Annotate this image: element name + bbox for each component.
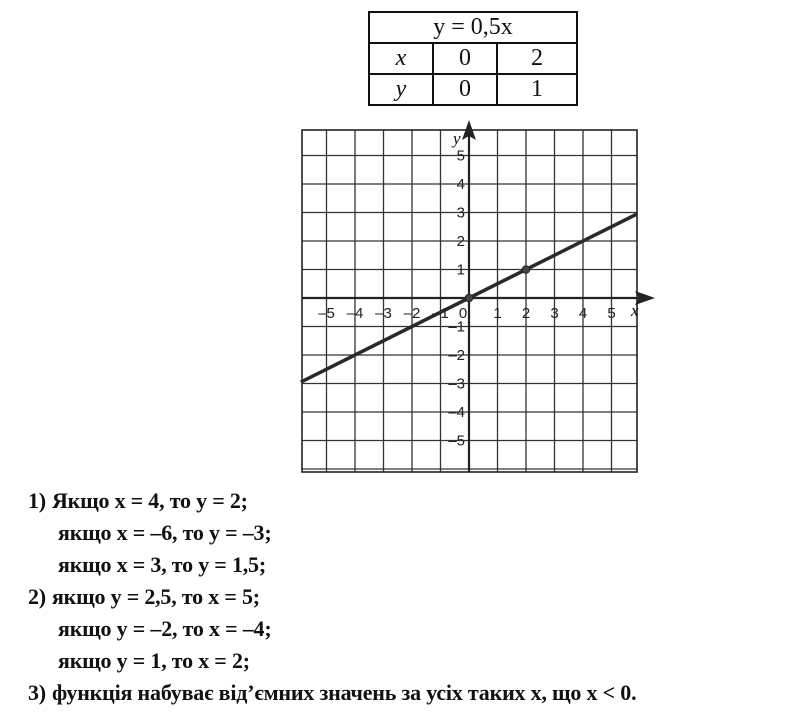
x-tick-label: 4 [578, 305, 588, 322]
y-tick-label: 3 [456, 204, 465, 222]
answer-text: якщо x = –6, то y = –3; [58, 520, 272, 545]
x-tick-label: –1 [432, 305, 449, 322]
y-tick-label: 5 [456, 147, 465, 165]
answer-text: функція набуває від’ємних значень за усіх таких x, що x < 0. [51, 680, 637, 705]
answer-line [28, 549, 636, 581]
coordinate-graph [290, 120, 660, 485]
y-axis-label: y [453, 129, 461, 148]
x-tick-label: –3 [375, 305, 392, 322]
x-tick-label: –5 [318, 305, 335, 322]
x-axis-label: x [631, 301, 639, 320]
y-tick-label: –3 [448, 375, 465, 393]
table-cell: 2 [497, 43, 577, 74]
row-label: y [369, 74, 433, 105]
x-tick-label: –4 [346, 305, 364, 322]
y-tick-label: 2 [456, 233, 465, 250]
table-row [369, 74, 577, 105]
table-cell: 0 [433, 43, 497, 74]
answers [28, 485, 636, 709]
value-table [368, 11, 578, 106]
table-header: y = 0,5x [369, 12, 577, 43]
data-point [522, 266, 530, 274]
answer-text: Якщо x = 4, то y = 2; [51, 488, 248, 513]
x-tick-label: 0 [458, 305, 468, 322]
answer-text: якщо y = 1, то x = 2; [58, 648, 250, 673]
answer-line [28, 581, 636, 613]
answer-number: 2) [28, 584, 46, 609]
x-tick-label: 2 [521, 305, 531, 322]
x-tick-label: –2 [403, 305, 421, 322]
y-tick-label: –4 [448, 404, 465, 421]
answer-line [28, 613, 636, 645]
y-tick-label: –5 [448, 432, 465, 450]
row-label: x [369, 43, 433, 74]
y-tick-label: 1 [456, 261, 465, 279]
table-row [369, 43, 577, 74]
answer-line [28, 485, 636, 517]
answer-line [28, 677, 636, 709]
answer-number: 3) [28, 680, 46, 705]
answer-line [28, 645, 636, 677]
x-tick-label: 1 [493, 305, 502, 322]
data-point [465, 294, 473, 302]
answer-number: 1) [28, 488, 46, 513]
table-cell: 0 [433, 74, 497, 105]
answer-line [28, 517, 636, 549]
answer-text: якщо y = –2, то x = –4; [58, 616, 272, 641]
y-tick-label: 4 [456, 176, 465, 193]
x-tick-label: 3 [550, 305, 559, 322]
answer-text: якщо y = 2,5, то x = 5; [51, 584, 260, 609]
table-cell: 1 [497, 74, 577, 105]
y-tick-label: –1 [448, 318, 465, 336]
x-tick-label: 5 [607, 305, 616, 322]
y-tick-label: –2 [448, 347, 465, 364]
answer-text: якщо x = 3, то y = 1,5; [58, 552, 266, 577]
